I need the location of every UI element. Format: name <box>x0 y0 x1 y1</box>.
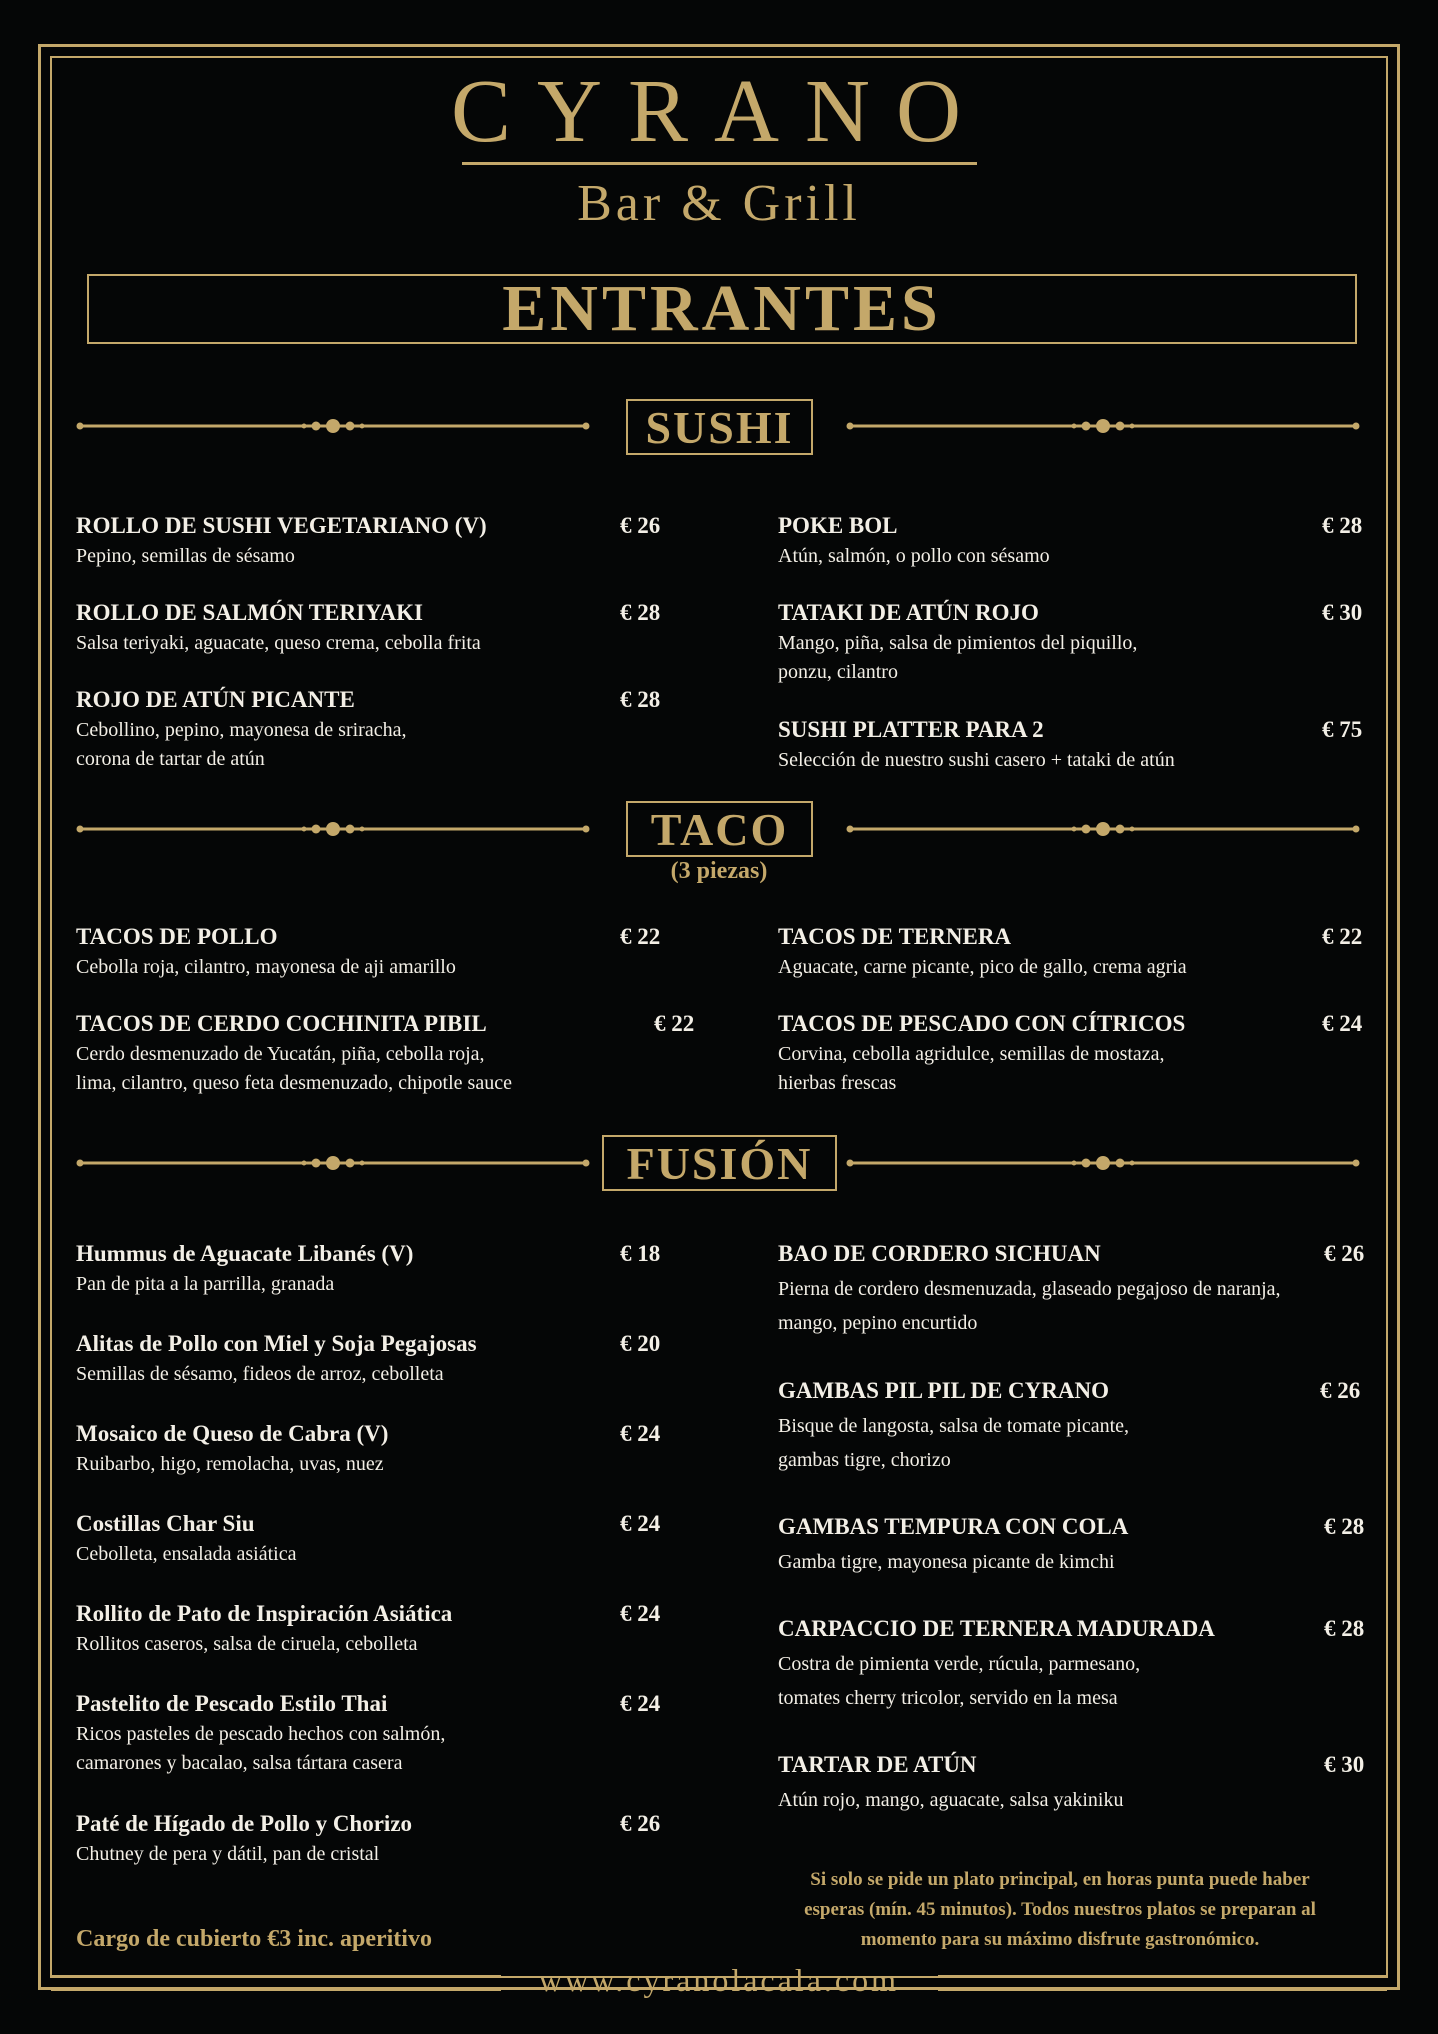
item-description: Salsa teriyaki, aguacate, queso crema, cebolla frita <box>76 632 481 654</box>
item-name: TARTAR DE ATÚN <box>778 1752 977 1777</box>
section-title-taco: TACO <box>626 801 813 857</box>
menu-item <box>778 1010 1185 1098</box>
item-price: € 24 <box>1322 1011 1363 1036</box>
item-name: TACOS DE TERNERA <box>778 924 1012 949</box>
brand-title: CYRANO <box>450 62 988 161</box>
item-name: Mosaico de Queso de Cabra (V) <box>76 1421 389 1446</box>
item-price: € 28 <box>620 600 661 625</box>
item-price: € 26 <box>1324 1241 1365 1266</box>
item-name: Paté de Hígado de Pollo y Chorizo <box>76 1811 413 1836</box>
item-price: € 26 <box>620 1811 661 1836</box>
item-name: GAMBAS PIL PIL DE CYRANO <box>778 1378 1109 1403</box>
menu-item <box>76 1010 512 1098</box>
menu-item <box>76 1330 477 1389</box>
item-name: TACOS DE POLLO <box>76 924 278 949</box>
item-description: Costra de pimienta verde, rúcula, parmesano, tomates cherry tricolor, servido en la mesa <box>778 1653 1141 1709</box>
wait-time-notice: Si solo se pide un plato principal, en horas punta puede haber esperas (mín. 45 minutos). Todos nuestros platos se preparan al momento para su máximo disfrute gastronómico. <box>804 1869 1316 1950</box>
menu-item <box>778 716 1175 775</box>
item-description: Gamba tigre, mayonesa picante de kimchi <box>778 1551 1115 1573</box>
menu-item <box>778 1751 1123 1817</box>
item-name: TACOS DE CERDO COCHINITA PIBIL <box>76 1011 487 1036</box>
section-subtitle-taco: (3 piezas) <box>670 858 768 884</box>
brand-divider <box>462 162 977 165</box>
menu-item <box>76 686 406 774</box>
brand-subtitle: Bar & Grill <box>577 175 861 232</box>
menu-item <box>778 1615 1215 1715</box>
menu-item <box>76 923 456 982</box>
item-description: Ruibarbo, higo, remolacha, uvas, nuez <box>76 1453 384 1475</box>
menu-item <box>778 1513 1128 1579</box>
menu-item <box>778 1240 1281 1340</box>
ornament-divider-left <box>76 1153 590 1173</box>
item-name: Hummus de Aguacate Libanés (V) <box>76 1241 414 1266</box>
item-name: GAMBAS TEMPURA CON COLA <box>778 1514 1129 1539</box>
menu-item <box>778 1377 1129 1477</box>
ornament-divider-right <box>846 819 1360 839</box>
ornament-divider-right <box>846 416 1360 436</box>
item-price: € 28 <box>1324 1616 1365 1641</box>
menu-item <box>778 923 1187 982</box>
menu-item <box>76 1600 452 1659</box>
item-price: € 22 <box>1322 924 1363 949</box>
item-name: TATAKI DE ATÚN ROJO <box>778 600 1039 625</box>
cover-charge-note: Cargo de cubierto €3 inc. aperitivo <box>76 1926 432 1952</box>
menu-heading: ENTRANTES <box>87 274 1357 344</box>
ornament-divider-right <box>846 1153 1360 1173</box>
item-name: ROLLO DE SALMÓN TERIYAKI <box>76 600 423 625</box>
menu-item <box>76 1810 412 1869</box>
item-description: Pan de pita a la parrilla, granada <box>76 1273 335 1295</box>
ornament-divider-left <box>76 416 590 436</box>
item-description: Semillas de sésamo, fideos de arroz, cebolleta <box>76 1363 444 1385</box>
menu-item <box>76 512 487 571</box>
section-title-fusion: FUSIÓN <box>602 1135 837 1191</box>
item-description: Chutney de pera y dátil, pan de cristal <box>76 1843 380 1865</box>
item-price: € 22 <box>654 1011 695 1036</box>
website-url: www.cyranolacala.com <box>539 1962 899 1998</box>
item-price: € 30 <box>1324 1752 1365 1777</box>
item-description: Selección de nuestro sushi casero + tataki de atún <box>778 749 1175 771</box>
item-name: ROLLO DE SUSHI VEGETARIANO (V) <box>76 513 487 538</box>
item-name: Alitas de Pollo con Miel y Soja Pegajosas <box>76 1331 477 1356</box>
item-price: € 24 <box>620 1421 661 1446</box>
menu-item <box>778 512 1050 571</box>
item-description: Mango, piña, salsa de pimientos del piquillo, ponzu, cilantro <box>778 632 1138 683</box>
item-price: € 28 <box>1322 513 1363 538</box>
item-description: Pepino, semillas de sésamo <box>76 545 295 567</box>
item-price: € 22 <box>620 924 661 949</box>
item-description: Corvina, cebolla agridulce, semillas de mostaza, hierbas frescas <box>778 1043 1165 1094</box>
item-description: Cerdo desmenuzado de Yucatán, piña, cebolla roja, lima, cilantro, queso feta desmenuzado, chipotle sauce <box>76 1043 512 1094</box>
item-price: € 30 <box>1322 600 1363 625</box>
item-price: € 24 <box>620 1601 661 1626</box>
menu-item <box>76 1510 296 1569</box>
item-price: € 20 <box>620 1331 661 1356</box>
item-price: € 26 <box>1320 1378 1361 1403</box>
menu-item <box>778 599 1137 687</box>
menu-item <box>76 599 481 658</box>
item-name: Pastelito de Pescado Estilo Thai <box>76 1691 388 1716</box>
item-description: Bisque de langosta, salsa de tomate picante, gambas tigre, chorizo <box>778 1415 1130 1471</box>
item-name: POKE BOL <box>778 513 898 538</box>
item-name: Costillas Char Siu <box>76 1511 255 1536</box>
section-title-sushi: SUSHI <box>626 399 813 455</box>
item-name: TACOS DE PESCADO CON CÍTRICOS <box>778 1011 1186 1036</box>
item-price: € 28 <box>620 687 661 712</box>
item-name: ROJO DE ATÚN PICANTE <box>76 687 355 712</box>
item-description: Cebollino, pepino, mayonesa de sriracha, corona de tartar de atún <box>76 719 407 770</box>
item-name: CARPACCIO DE TERNERA MADURADA <box>778 1616 1215 1641</box>
item-description: Cebolleta, ensalada asiática <box>76 1543 297 1565</box>
item-description: Cebolla roja, cilantro, mayonesa de aji amarillo <box>76 956 456 978</box>
menu-item <box>76 1690 445 1778</box>
ornament-divider-left <box>76 819 590 839</box>
item-description: Pierna de cordero desmenuzada, glaseado pegajoso de naranja, mango, pepino encurtido <box>778 1278 1281 1334</box>
item-description: Atún rojo, mango, aguacate, salsa yakiniku <box>778 1789 1124 1811</box>
item-name: Rollito de Pato de Inspiración Asiática <box>76 1601 453 1626</box>
item-price: € 75 <box>1322 717 1363 742</box>
item-price: € 28 <box>1324 1514 1365 1539</box>
item-price: € 26 <box>620 513 661 538</box>
item-price: € 18 <box>620 1241 661 1266</box>
item-description: Ricos pasteles de pescado hechos con salmón, camarones y bacalao, salsa tártara casera <box>76 1723 446 1774</box>
item-price: € 24 <box>620 1511 661 1536</box>
item-name: SUSHI PLATTER PARA 2 <box>778 717 1044 742</box>
item-name: BAO DE CORDERO SICHUAN <box>778 1241 1101 1266</box>
item-description: Aguacate, carne picante, pico de gallo, crema agria <box>778 956 1187 978</box>
item-description: Atún, salmón, o pollo con sésamo <box>778 545 1050 567</box>
menu-item <box>76 1420 388 1479</box>
menu-item <box>76 1240 413 1299</box>
item-description: Rollitos caseros, salsa de ciruela, cebolleta <box>76 1633 418 1655</box>
item-price: € 24 <box>620 1691 661 1716</box>
